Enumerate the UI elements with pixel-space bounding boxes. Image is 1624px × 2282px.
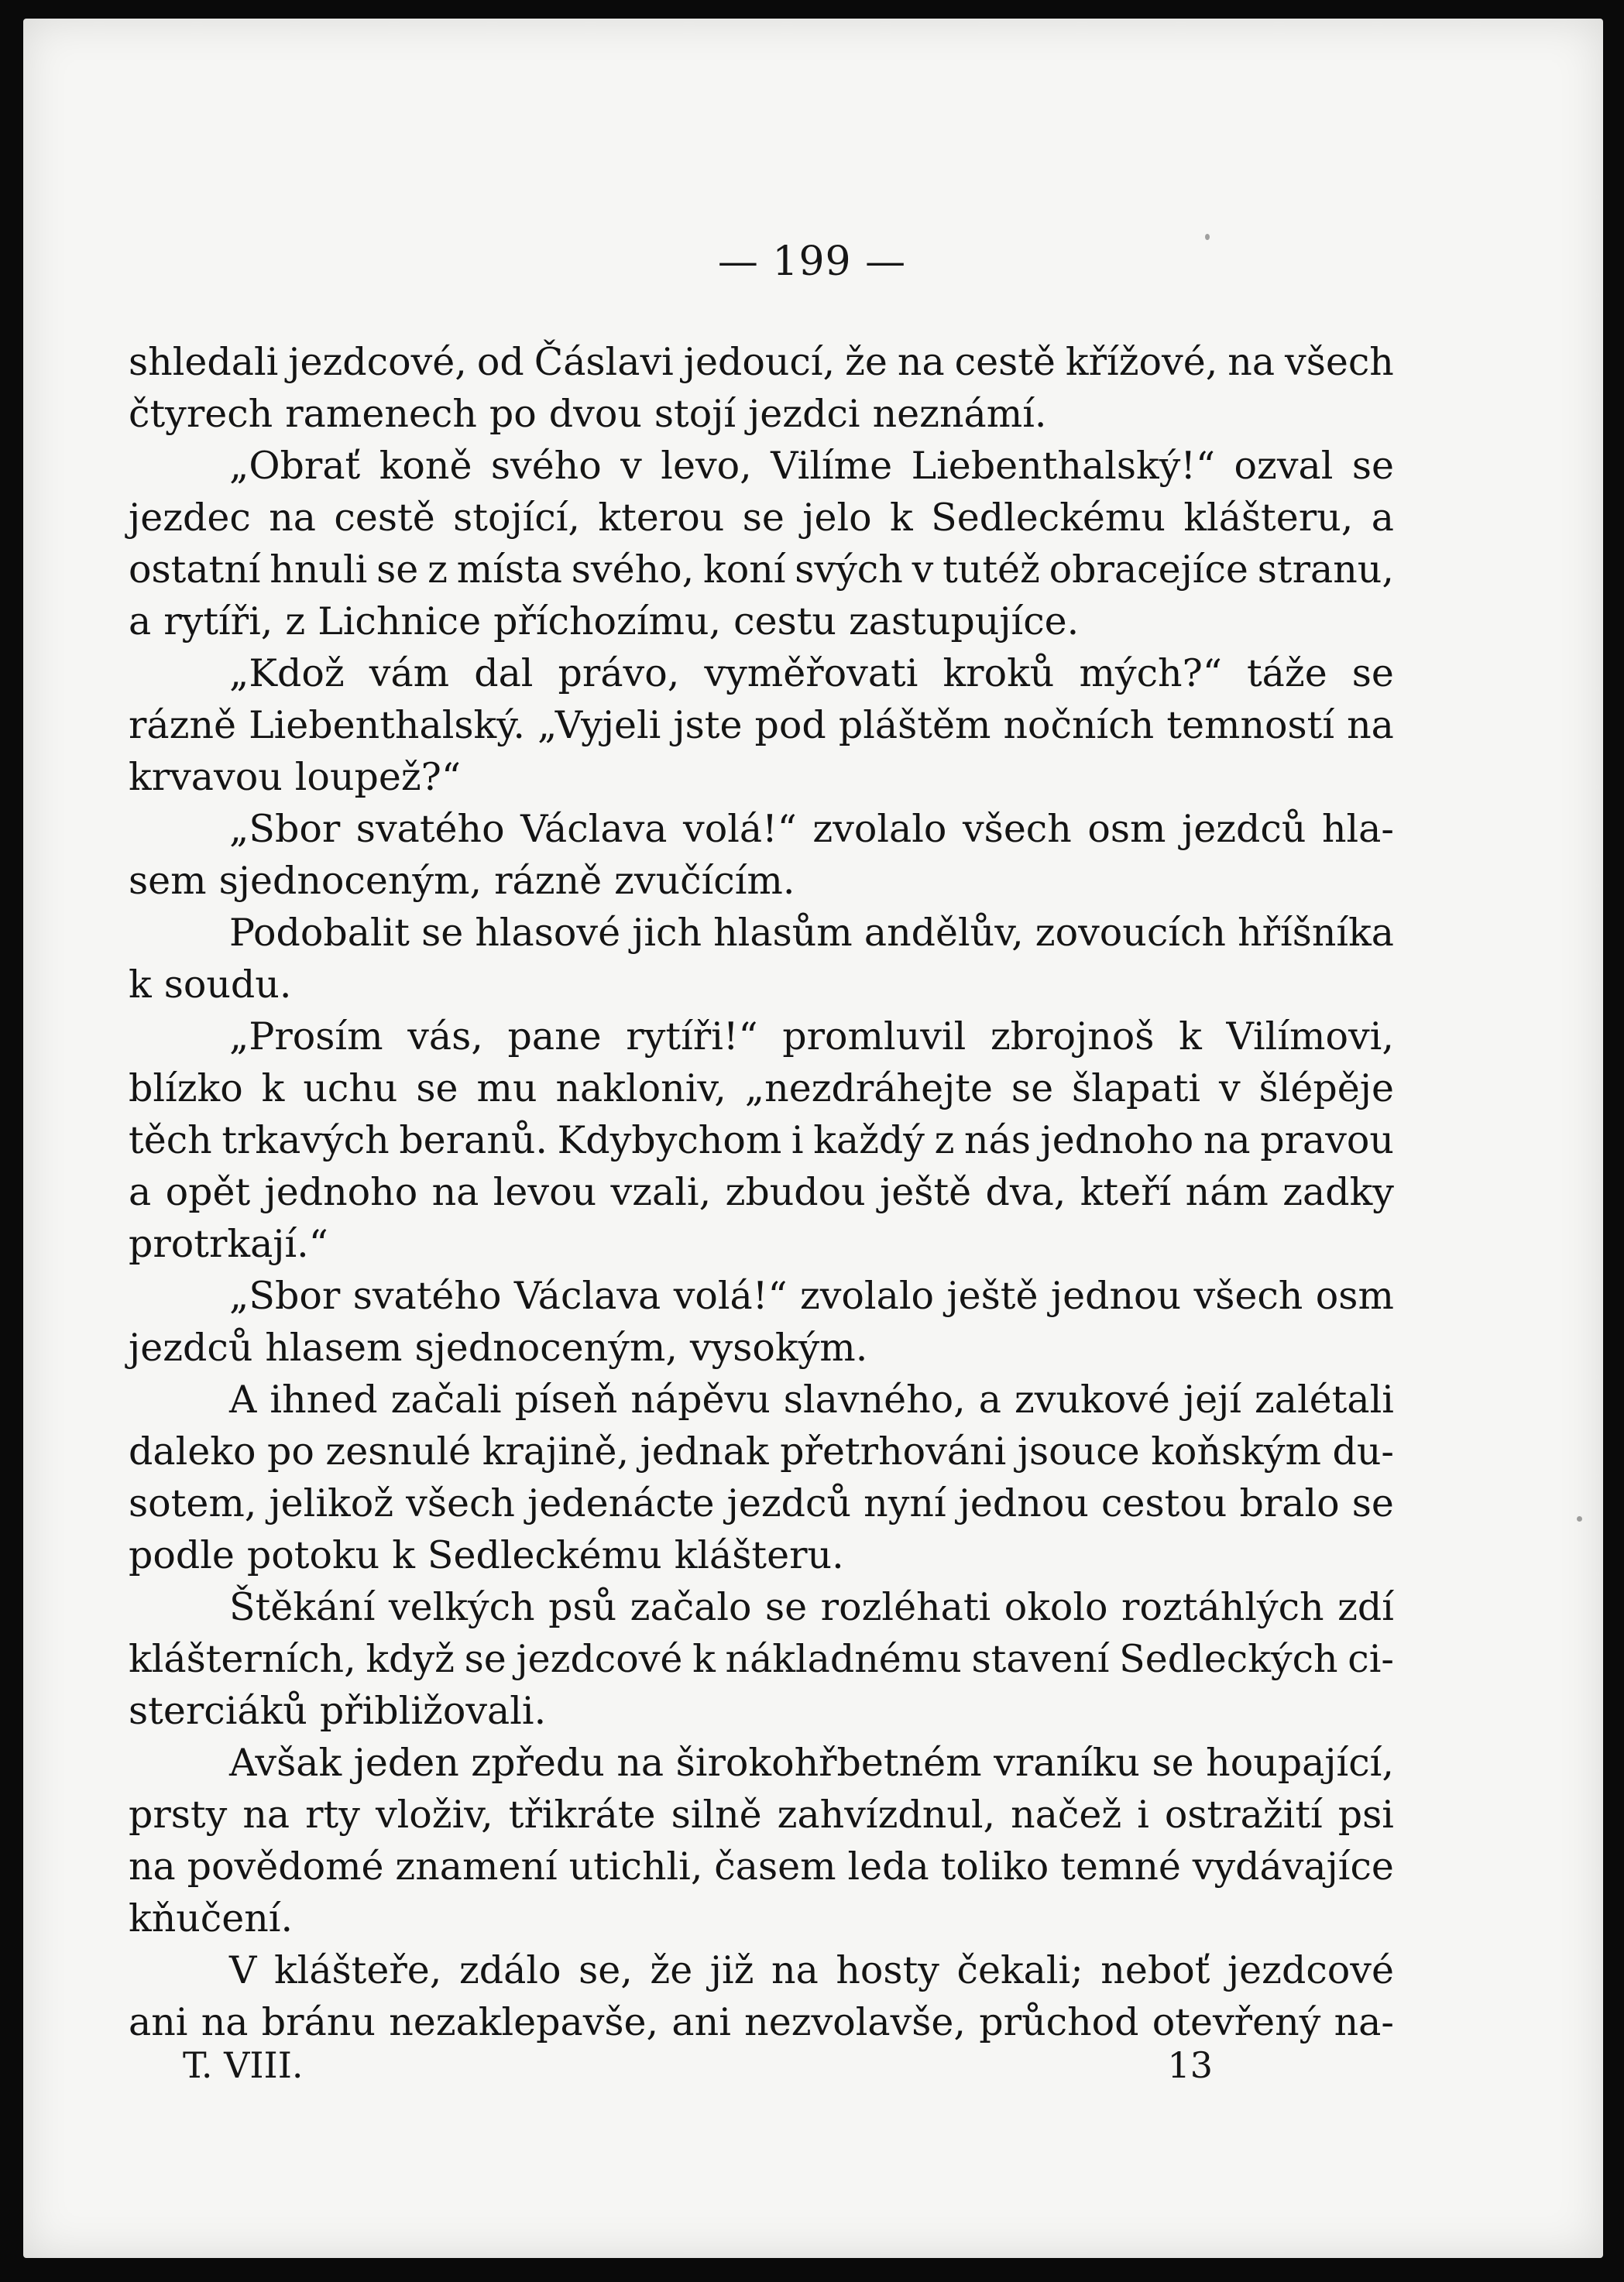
- text-line: klášterních, když se jezdcové k nákladnému stavení Sedleckých ci-: [129, 1637, 1394, 1681]
- text-line: a rytíři, z Lichnice příchozímu, cestu zastupujíce.: [129, 599, 1080, 643]
- sheet-number: 13: [1167, 2044, 1213, 2086]
- text-line: „Prosím vás, pane rytíři!“ promluvil zbrojnoš k Vilímovi,: [229, 1014, 1394, 1059]
- text-line: Podobalit se hlasové jich hlasům andělův, zovoucích hříšníka: [229, 911, 1394, 955]
- text-line: „Kdož vám dal právo, vyměřovati kroků mých?“ táže se: [229, 651, 1394, 695]
- body-text: [129, 336, 1394, 2048]
- text-line: V klášteře, zdálo se, že již na hosty čekali; neboť jezdcové: [229, 1948, 1394, 1992]
- text-line: „Sbor svatého Václava volá!“ zvolalo ještě jednou všech osm: [229, 1274, 1394, 1318]
- text-line: jezdec na cestě stojící, kterou se jelo k Sedleckému klášteru, a: [129, 496, 1394, 540]
- page-number: — 199 —: [717, 238, 907, 285]
- text-line: jezdců hlasem sjednoceným, vysokým.: [129, 1326, 868, 1370]
- text-line: ani na bránu nezaklepavše, ani nezvolavše, průchod otevřený na-: [129, 2000, 1394, 2044]
- text-line: krvavou loupež?“: [129, 755, 461, 799]
- text-line: prsty na rty vloživ, třikráte silně zahvízdnul, načež i ostražití psi: [129, 1793, 1394, 1837]
- text-line: sem sjednoceným, rázně zvučícím.: [129, 859, 795, 903]
- volume-signature: T. VIII.: [183, 2044, 304, 2086]
- text-line: rázně Liebenthalský. „Vyjeli jste pod pláštěm nočních temností na: [129, 703, 1394, 747]
- text-line: a opět jednoho na levou vzali, zbudou ještě dva, kteří nám zadky: [129, 1170, 1394, 1214]
- text-line: „Sbor svatého Václava volá!“ zvolalo všech osm jezdců hla-: [229, 807, 1394, 851]
- text-line: Štěkání velkých psů začalo se rozléhati okolo roztáhlých zdí: [229, 1585, 1394, 1629]
- text-line: sterciáků přibližovali.: [129, 1689, 547, 1733]
- text-line: ostatní hnuli se z místa svého, koní svých v tutéž obracejíce stranu,: [129, 547, 1394, 592]
- text-line: podle potoku k Sedleckému klášteru.: [129, 1533, 844, 1577]
- text-line: sotem, jelikož všech jedenácte jezdců nyní jednou cestou bralo se: [129, 1481, 1394, 1525]
- text-line: k soudu.: [129, 963, 292, 1007]
- text-line: čtyrech ramenech po dvou stojí jezdci neznámí.: [129, 392, 1047, 436]
- text-line: Avšak jeden zpředu na širokohřbetném vraníku se houpající,: [229, 1741, 1394, 1785]
- text-line: na povědomé znamení utichli, časem leda toliko temné vydávajíce: [129, 1844, 1394, 1889]
- ink-speck: [1577, 1516, 1582, 1522]
- text-line: shledali jezdcové, od Čáslavi jedoucí, že na cestě křížové, na všech: [129, 340, 1394, 384]
- text-line: daleko po zesnulé krajině, jednak přetrhováni jsouce koňským du-: [129, 1429, 1394, 1474]
- text-line: těch trkavých beranů. Kdybychom i každý z nás jednoho na pravou: [129, 1118, 1394, 1162]
- text-line: „Obrať koně svého v levo, Vilíme Liebenthalský!“ ozval se: [229, 444, 1394, 488]
- text-line: A ihned začali píseň nápěvu slavného, a zvukové její zalétali: [229, 1378, 1394, 1422]
- text-line: kňučení.: [129, 1896, 294, 1941]
- text-line: blízko k uchu se mu nakloniv, „nezdráhejte se šlapati v šlépěje: [129, 1066, 1394, 1110]
- text-line: protrkají.“: [129, 1222, 328, 1266]
- page-footer: [183, 2044, 1213, 2086]
